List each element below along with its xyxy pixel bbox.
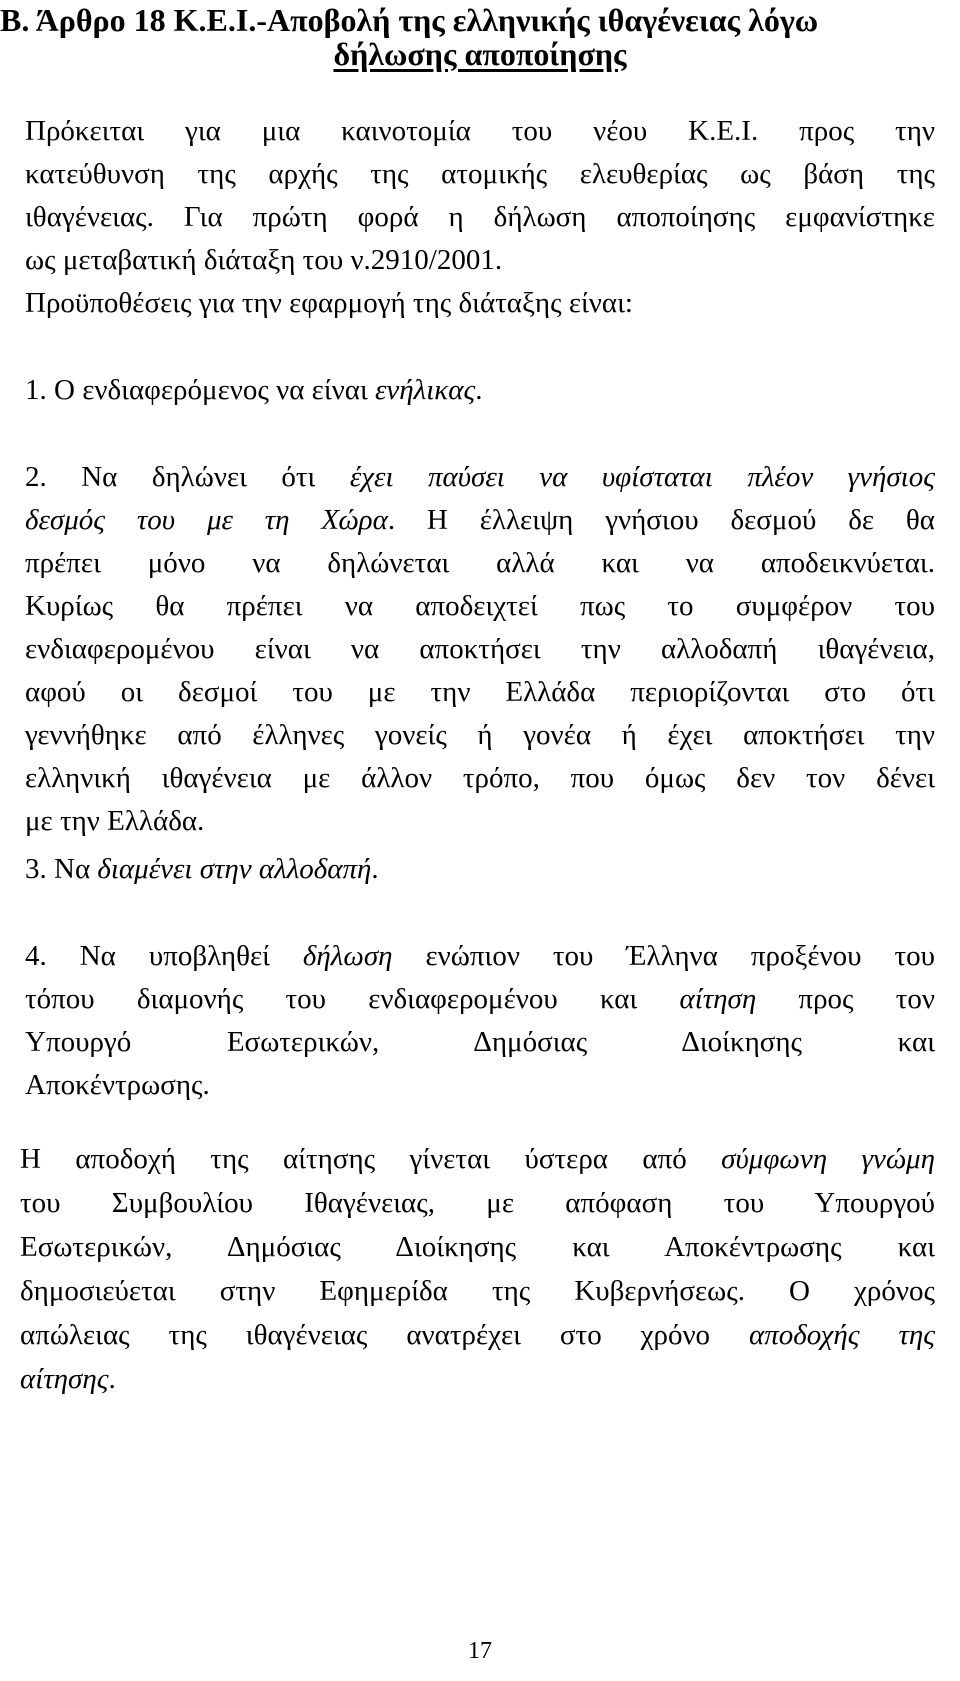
closing-line-1-emphasis: σύμφωνη γνώμη xyxy=(721,1143,935,1175)
closing-line-1 xyxy=(20,1138,935,1182)
item2-line-2 xyxy=(25,499,935,542)
intro-paragraph xyxy=(25,110,935,282)
item2-line-8: ελληνική ιθαγένεια με άλλον τρόπο, που όμως δεν τον δένει xyxy=(25,762,935,794)
closing-line-2: του Συμβουλίου Ιθαγένειας, με απόφαση του Υπουργού xyxy=(20,1187,935,1219)
item4-line-3: Υπουργό Εσωτερικών, Δημόσιας Διοίκησης και xyxy=(25,1026,935,1058)
condition-item-3 xyxy=(25,848,935,891)
intro-line-1: Πρόκειται για μια καινοτομία του νέου Κ.Ε.Ι. προς την xyxy=(25,115,935,147)
closing-line-3: Εσωτερικών, Δημόσιας Διοίκησης και Αποκέντρωσης και xyxy=(20,1231,935,1263)
closing-paragraph xyxy=(20,1138,935,1402)
intro-line-3: ιθαγένειας. Για πρώτη φορά η δήλωση αποποίησης εμφανίστηκε xyxy=(25,201,935,233)
item2-line-3: πρέπει μόνο να δηλώνεται αλλά και να αποδεικνύεται. xyxy=(25,547,935,579)
closing-line-6 xyxy=(20,1358,935,1402)
item4-line-1-prefix: 4. Να υποβληθεί xyxy=(25,940,303,972)
item4-line-2-suffix: προς τον xyxy=(756,983,935,1015)
item3-emphasis: διαμένει στην αλλοδαπή xyxy=(97,853,372,885)
section-heading-line-1: Β. Άρθρο 18 Κ.Ε.Ι.-Αποβολή της ελληνικής ιθαγένειας λόγω xyxy=(0,2,819,38)
item3-prefix: 3. Να xyxy=(25,853,98,885)
closing-line-1-prefix: Η αποδοχή της αίτησης γίνεται ύστερα από xyxy=(20,1143,722,1175)
intro-line-2: κατεύθυνση της αρχής της ατομικής ελευθερίας ως βάση της xyxy=(25,158,935,190)
item2-line-1-emphasis: έχει παύσει να υφίσταται πλέον γνήσιος xyxy=(349,461,935,493)
item4-line-1-emphasis: δήλωση xyxy=(302,940,393,972)
item4-line-1 xyxy=(25,935,935,978)
closing-line-5-prefix: απώλειας της ιθαγένειας ανατρέχει στο χρόνο xyxy=(20,1319,749,1351)
closing-line-5 xyxy=(20,1314,935,1358)
item2-line-4: Κυρίως θα πρέπει να αποδειχτεί πως το συμφέρον του xyxy=(25,590,935,622)
item4-line-2-emphasis: αίτηση xyxy=(679,983,757,1015)
condition-item-1-text xyxy=(25,369,935,412)
condition-item-3-text xyxy=(25,848,935,891)
item2-line-2-emphasis: δεσμός του με τη Χώρα xyxy=(25,504,388,536)
page-number: 17 xyxy=(468,1638,492,1664)
item1-prefix: 1. Ο ενδιαφερόμενος να είναι xyxy=(25,374,375,406)
item2-line-1-prefix: 2. Να δηλώνει ότι xyxy=(25,461,350,493)
condition-item-2 xyxy=(25,456,935,843)
closing-line-4: δημοσιεύεται στην Εφημερίδα της Κυβερνήσεως. Ο χρόνος xyxy=(20,1275,935,1307)
condition-item-4 xyxy=(25,935,935,1107)
closing-line-6-suffix: . xyxy=(108,1363,116,1395)
item2-line-5: ενδιαφερομένου είναι να αποκτήσει την αλλοδαπή ιθαγένεια, xyxy=(25,633,935,665)
section-heading-line-2: δήλωσης αποποίησης xyxy=(333,36,627,72)
intro-line-4: ως μεταβατική διάταξη του ν.2910/2001. xyxy=(25,244,503,276)
item2-line-2-suffix: . Η έλλειψη γνήσιου δεσμού δε θα xyxy=(387,504,935,536)
item4-line-4: Αποκέντρωσης. xyxy=(25,1069,210,1101)
closing-line-5-emphasis: αποδοχής της xyxy=(748,1319,935,1351)
conditions-intro xyxy=(25,282,935,325)
condition-item-1 xyxy=(25,369,935,412)
closing-line-6-emphasis: αίτησης xyxy=(20,1363,109,1395)
item1-suffix: . xyxy=(475,374,483,406)
item4-line-1-suffix: ενώπιον του Έλληνα προξένου του xyxy=(392,940,936,972)
item2-line-7: γεννήθηκε από έλληνες γονείς ή γονέα ή έχει αποκτήσει την xyxy=(25,719,935,751)
item4-line-2 xyxy=(25,978,935,1021)
conditions-intro-text: Προϋποθέσεις για την εφαρμογή της διάταξης είναι: xyxy=(25,287,633,319)
item4-line-2-prefix: τόπου διαμονής του ενδιαφερομένου και xyxy=(25,983,680,1015)
item2-line-6: αφού οι δεσμοί του με την Ελλάδα περιορίζονται στο ότι xyxy=(25,676,935,708)
item2-line-9: με την Ελλάδα. xyxy=(25,805,205,837)
item3-suffix: . xyxy=(371,853,379,885)
item1-emphasis: ενήλικας xyxy=(375,374,476,406)
item2-line-1 xyxy=(25,456,935,499)
